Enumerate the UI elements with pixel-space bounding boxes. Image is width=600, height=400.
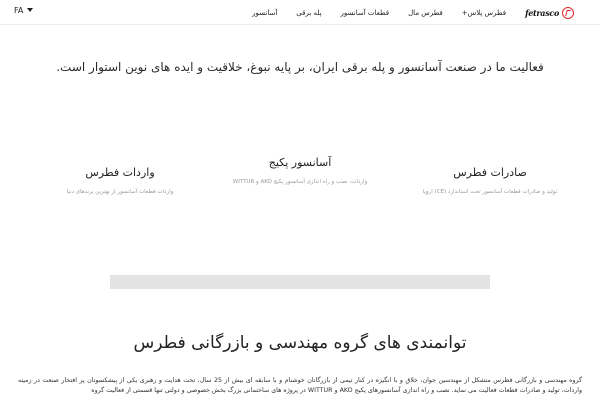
service-title: واردات فطرس — [85, 166, 155, 179]
service-desc: واردات قطعات آسانسور از بهترین برندهای دنیا — [66, 189, 174, 195]
service-import — [50, 166, 190, 195]
nav-item-fetras-plus[interactable]: فطرس پلاس+ — [461, 9, 507, 17]
service-export — [420, 166, 560, 195]
main-nav — [252, 6, 574, 20]
logo-text: fetrasco — [525, 8, 559, 18]
language-selector[interactable] — [14, 2, 33, 18]
gray-divider-band — [110, 275, 490, 289]
service-desc: تولید و صادرات قطعات آسانسور تحت استاندارد (CE) اروپا — [422, 189, 558, 195]
section-title: توانمندی های گروه مهندسی و بازرگانی فطرس — [133, 333, 467, 353]
nav-item-fetras-mall[interactable]: فطرس مال — [408, 9, 443, 17]
nav-item-escalator[interactable]: پله برقی — [296, 9, 322, 17]
nav-item-elevator-parts[interactable]: قطعات آسانسور — [340, 9, 390, 17]
service-desc: واردات، نصب و راه اندازی آسانسور پکیج AKO و WITTUR — [232, 179, 368, 185]
nav-item-elevator[interactable]: آسانسور — [252, 9, 278, 17]
hero-headline: فعالیت ما در صنعت آسانسور و پله برقی ایران، بر پایه نبوغ، خلاقیت و ایده های نوین استوار است. — [56, 60, 544, 74]
service-title: صادرات فطرس — [453, 166, 527, 179]
section-body: گروه مهندسی و بازرگانی فطرس متشکل از مهندسین جوان، خلاق و با انگیزه در کنار تیمی از بازرگانان خوشنام و با سابقه ای بیش از 25 سال، تحت هدایت و رهبری یکی از پیشکسوتان پر افتخار صنعت در زمینه واردات، تولید و صادرات قطعات فعالیت می نماید. نصب و راه اندازی آسانسورهای پکیج AKO و WITTUR در پروژه های ساختمانی بزرگ بخش خصوصی و دولتی تنها قسمتی از فعالیت گروه — [18, 377, 582, 394]
language-label: FA — [14, 5, 24, 15]
chevron-down-icon — [27, 8, 33, 12]
logo[interactable] — [525, 7, 574, 19]
top-navbar — [0, 0, 600, 25]
service-package-elevator — [230, 156, 370, 185]
service-title: آسانسور پکیج — [268, 156, 332, 169]
logo-icon — [562, 7, 574, 19]
